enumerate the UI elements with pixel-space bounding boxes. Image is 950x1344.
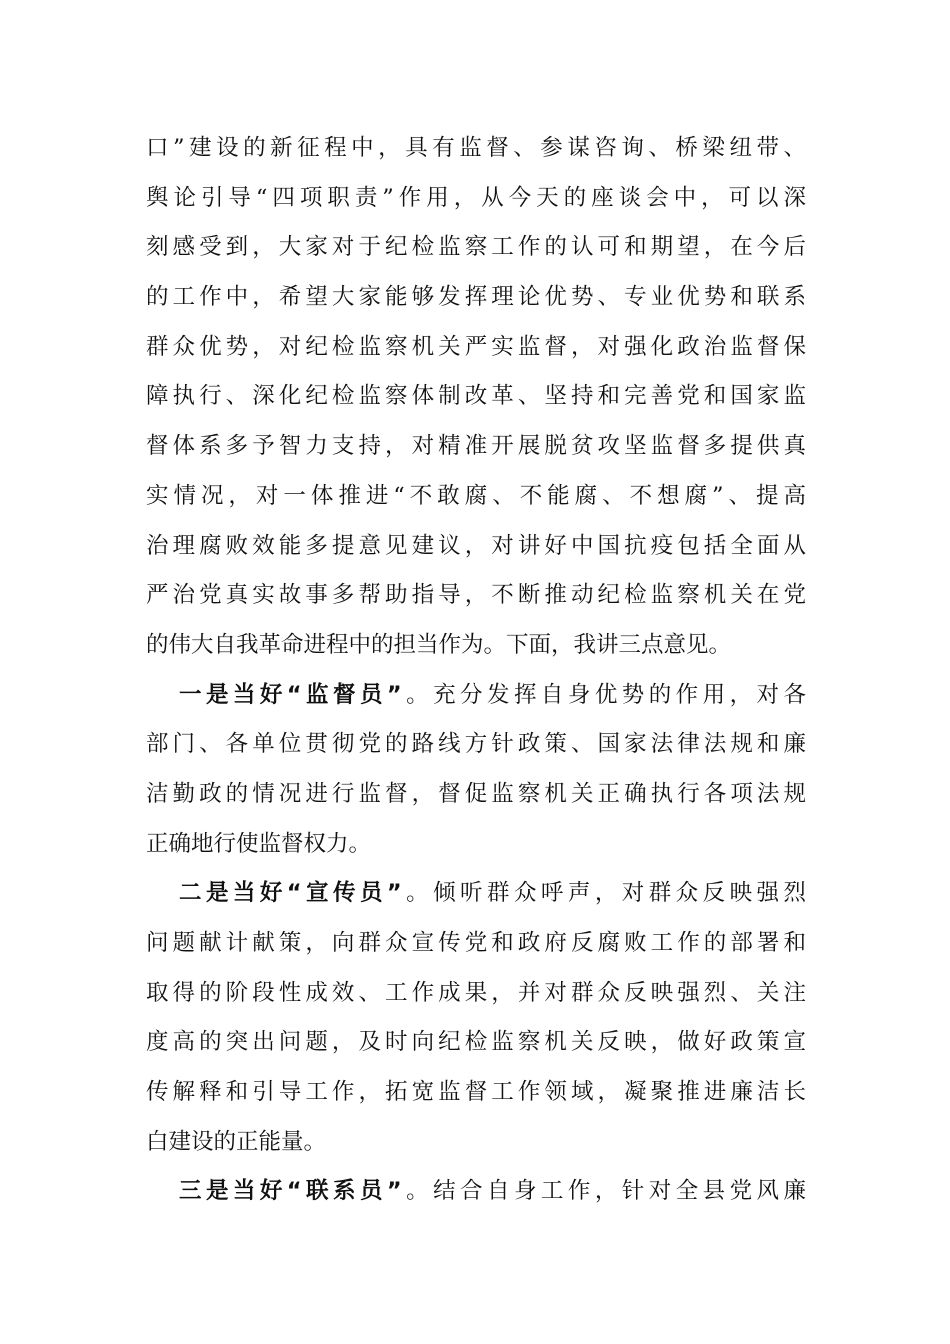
paragraph-line: 传解释和引导工作，拓宽监督工作领域，凝聚推进廉洁长 xyxy=(146,1079,806,1106)
point-1-heading: 一是当好“监督员” xyxy=(179,681,402,708)
point-3-first-line xyxy=(146,1167,806,1217)
point-2-text: 。倾听群众呼声，对群众反映强烈 xyxy=(401,880,806,907)
point-3-heading: 三是当好“联系员” xyxy=(179,1178,402,1205)
paragraph-line: 取得的阶段性成效、工作成果，并对群众反映强烈、关注 xyxy=(146,979,806,1006)
paragraph-line: 障执行、深化纪检监察体制改革、坚持和完善党和国家监 xyxy=(146,383,806,410)
document-body xyxy=(146,124,806,1217)
paragraph-line: 治理腐败效能多提意见建议，对讲好中国抗疫包括全面从 xyxy=(146,532,806,559)
point-2-heading: 二是当好“宣传员” xyxy=(179,880,402,907)
paragraph-line: 白建设的正能量。 xyxy=(146,1128,327,1155)
point-3-text: 。结合自身工作，针对全县党风廉 xyxy=(401,1178,806,1205)
paragraph-line: 洁勤政的情况进行监督，督促监察机关正确执行各项法规 xyxy=(146,780,806,807)
point-1-first-line xyxy=(146,671,806,721)
paragraph-line: 部门、各单位贯彻党的路线方针政策、国家法律法规和廉 xyxy=(146,731,806,758)
paragraph-line: 督体系多予智力支持，对精准开展脱贫攻坚监督多提供真 xyxy=(146,433,806,460)
paragraph-line: 问题献计献策，向群众宣传党和政府反腐败工作的部署和 xyxy=(146,930,806,956)
paragraph-line: 实情况，对一体推进“不敢腐、不能腐、不想腐”、提高 xyxy=(146,482,806,509)
paragraph-line: 的工作中，希望大家能够发挥理论优势、专业优势和联系 xyxy=(146,284,806,311)
paragraph-line: 的伟大自我革命进程中的担当作为。下面，我讲三点意见。 xyxy=(146,631,732,658)
point-1-text: 。充分发挥自身优势的作用，对各 xyxy=(401,681,806,708)
point-2-first-line xyxy=(146,869,806,919)
paragraph-line: 口”建设的新征程中，具有监督、参谋咨询、桥梁纽带、 xyxy=(146,135,806,161)
paragraph-line: 严治党真实故事多帮助指导，不断推动纪检监察机关在党 xyxy=(146,582,806,609)
paragraph-line: 群众优势，对纪检监察机关严实监督，对强化政治监督保 xyxy=(146,333,806,360)
paragraph-line: 舆论引导“四项职责”作用，从今天的座谈会中，可以深 xyxy=(146,184,806,211)
paragraph-line: 度高的突出问题，及时向纪检监察机关反映，做好政策宣 xyxy=(146,1029,806,1056)
paragraph-line: 刻感受到，大家对于纪检监察工作的认可和期望，在今后 xyxy=(146,234,806,261)
paragraph-line: 正确地行使监督权力。 xyxy=(146,830,372,857)
